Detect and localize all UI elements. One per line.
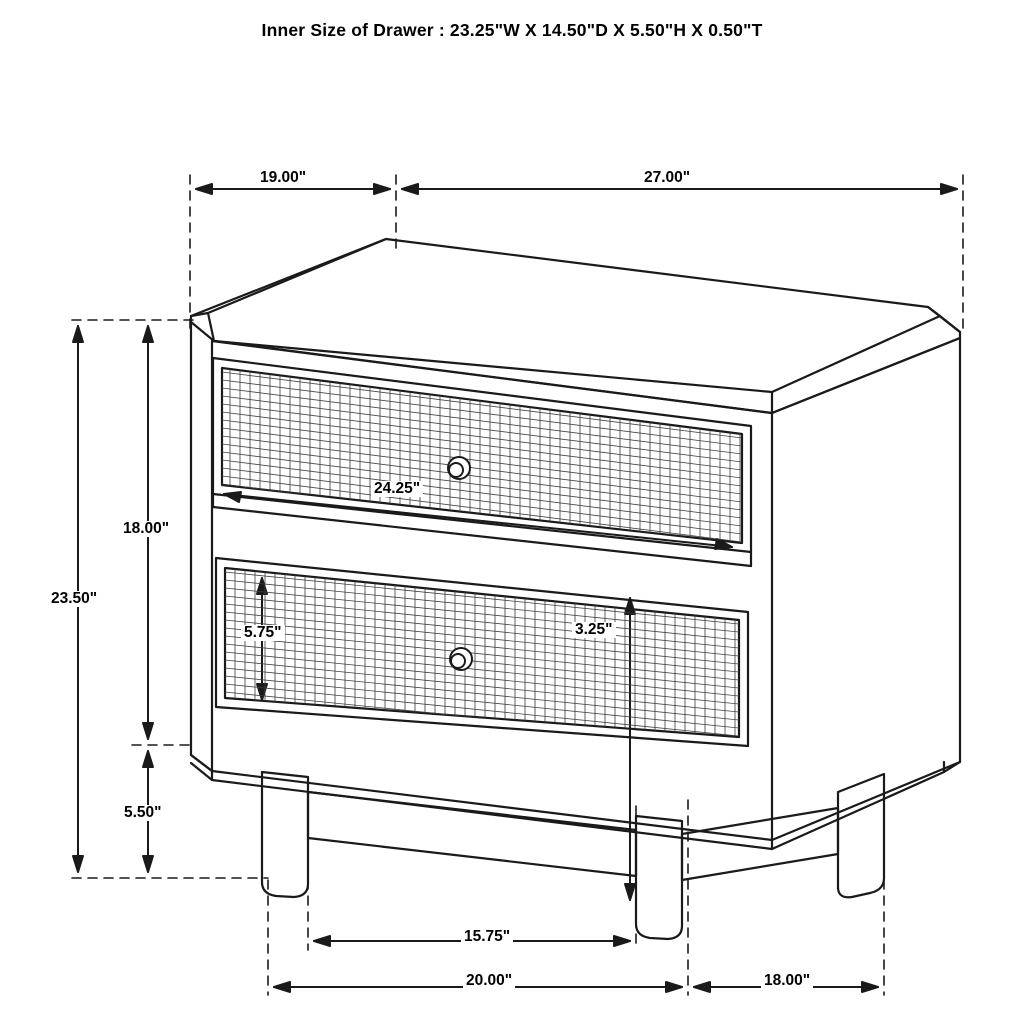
dimension-top bbox=[196, 184, 957, 194]
nightstand-outline bbox=[191, 239, 960, 849]
page-title: Inner Size of Drawer : 23.25"W X 14.50"D X 5.50"H X 0.50"T bbox=[261, 20, 763, 40]
drawer-pull-upper bbox=[448, 457, 470, 479]
dimension-label-height-case: 18.00" bbox=[120, 521, 172, 537]
legs-and-base bbox=[262, 772, 884, 939]
dimension-label-drawer-face-width: 24.25" bbox=[371, 481, 423, 497]
extension-lines bbox=[72, 175, 963, 995]
cane-texture-lower-drawer bbox=[225, 560, 739, 750]
dimension-label-side-base-width: 18.00" bbox=[761, 973, 813, 989]
drawer-pull-lower bbox=[450, 648, 472, 670]
dimension-label-stretcher-height: 3.25" bbox=[572, 622, 616, 638]
cane-texture-upper-drawer bbox=[222, 360, 742, 560]
dimension-label-stretcher-width: 15.75" bbox=[461, 929, 513, 945]
dimension-label-height-overall: 23.50" bbox=[48, 591, 100, 607]
dimension-label-width-top: 27.00" bbox=[641, 170, 693, 186]
dimension-label-front-base-width: 20.00" bbox=[463, 973, 515, 989]
dimension-label-drawer-face-height: 5.75" bbox=[241, 625, 285, 641]
dimension-label-leg-height: 5.50" bbox=[121, 805, 165, 821]
dimension-label-depth-top: 19.00" bbox=[257, 170, 309, 186]
